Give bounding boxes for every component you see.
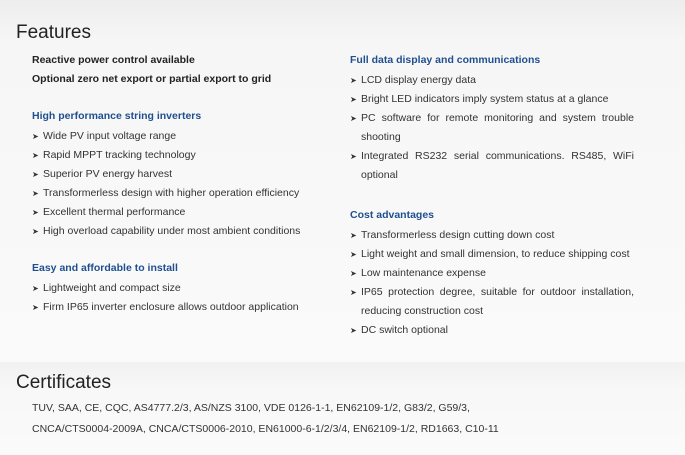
group-heading: High performance string inverters (32, 110, 202, 122)
list-item: ➤ PC software for remote monitoring and system trouble shooting (350, 109, 634, 147)
list-item: ➤ Lightweight and compact size (32, 279, 322, 298)
list-item: ➤ Rapid MPPT tracking technology (32, 146, 322, 165)
list-item: ➤ Low maintenance expense (350, 264, 634, 283)
group-easy-install (32, 261, 322, 317)
list-item: ➤ Superior PV energy harvest (32, 165, 322, 184)
arrowhead-icon: ➤ (350, 326, 357, 335)
bullet-list (32, 127, 322, 241)
list-item: ➤ Integrated RS232 serial communications. RS485, WiFi optional (350, 147, 634, 185)
certificate-line: CNCA/CTS0004-2009A, CNCA/CTS0006-2010, EN61000-6-1/2/3/4, EN62109-1/2, RD1663, C10-11 (32, 423, 499, 435)
list-item: ➤ Light weight and small dimension, to reduce shipping cost (350, 245, 634, 264)
intro-line-zero-export: Optional zero net export or partial export to grid (32, 73, 272, 85)
arrowhead-icon: ➤ (32, 151, 39, 160)
intro-line-reactive-power: Reactive power control available (32, 54, 195, 66)
list-item: ➤ Transformerless design with higher operation efficiency (32, 184, 322, 203)
arrowhead-icon: ➤ (32, 303, 39, 312)
arrowhead-icon: ➤ (350, 250, 357, 259)
arrowhead-icon: ➤ (350, 269, 357, 278)
arrowhead-icon: ➤ (32, 170, 39, 179)
list-item: ➤ DC switch optional (350, 321, 634, 340)
certificate-line: TUV, SAA, CE, CQC, AS4777.2/3, AS/NZS 3100, VDE 0126-1-1, EN62109-1/2, G83/2, G59/3, (32, 402, 470, 414)
features-left-column (32, 51, 322, 317)
group-high-performance (32, 109, 322, 241)
arrowhead-icon: ➤ (32, 208, 39, 217)
list-item: ➤ Wide PV input voltage range (32, 127, 322, 146)
arrowhead-icon: ➤ (350, 231, 357, 240)
list-item: ➤ Bright LED indicators imply system status at a glance (350, 90, 634, 109)
list-item: ➤ Transformerless design cutting down cost (350, 226, 634, 245)
list-item: ➤ High overload capability under most ambient conditions (32, 222, 322, 241)
arrowhead-icon: ➤ (32, 132, 39, 141)
list-item: ➤ IP65 protection degree, suitable for outdoor installation, reducing construction cost (350, 283, 634, 321)
group-heading: Cost advantages (350, 209, 435, 221)
list-item: ➤ Excellent thermal performance (32, 203, 322, 222)
arrowhead-icon: ➤ (350, 95, 357, 104)
group-heading: Easy and affordable to install (32, 262, 178, 274)
group-heading: Full data display and communications (350, 54, 541, 66)
list-item: ➤ LCD display energy data (350, 71, 634, 90)
arrowhead-icon: ➤ (350, 288, 357, 297)
list-item: ➤ Firm IP65 inverter enclosure allows outdoor application (32, 298, 322, 317)
features-right-column (350, 53, 634, 340)
arrowhead-icon: ➤ (350, 114, 357, 123)
features-title: Features (16, 22, 91, 43)
bullet-list (32, 279, 322, 317)
bullet-list (350, 71, 634, 185)
arrowhead-icon: ➤ (350, 152, 357, 161)
bullet-list (350, 226, 634, 340)
group-cost-advantages (350, 208, 634, 340)
certificates-list (32, 398, 662, 440)
certificates-title: Certificates (16, 372, 112, 393)
arrowhead-icon: ➤ (32, 284, 39, 293)
group-data-display (350, 53, 634, 185)
arrowhead-icon: ➤ (32, 189, 39, 198)
arrowhead-icon: ➤ (32, 227, 39, 236)
arrowhead-icon: ➤ (350, 76, 357, 85)
